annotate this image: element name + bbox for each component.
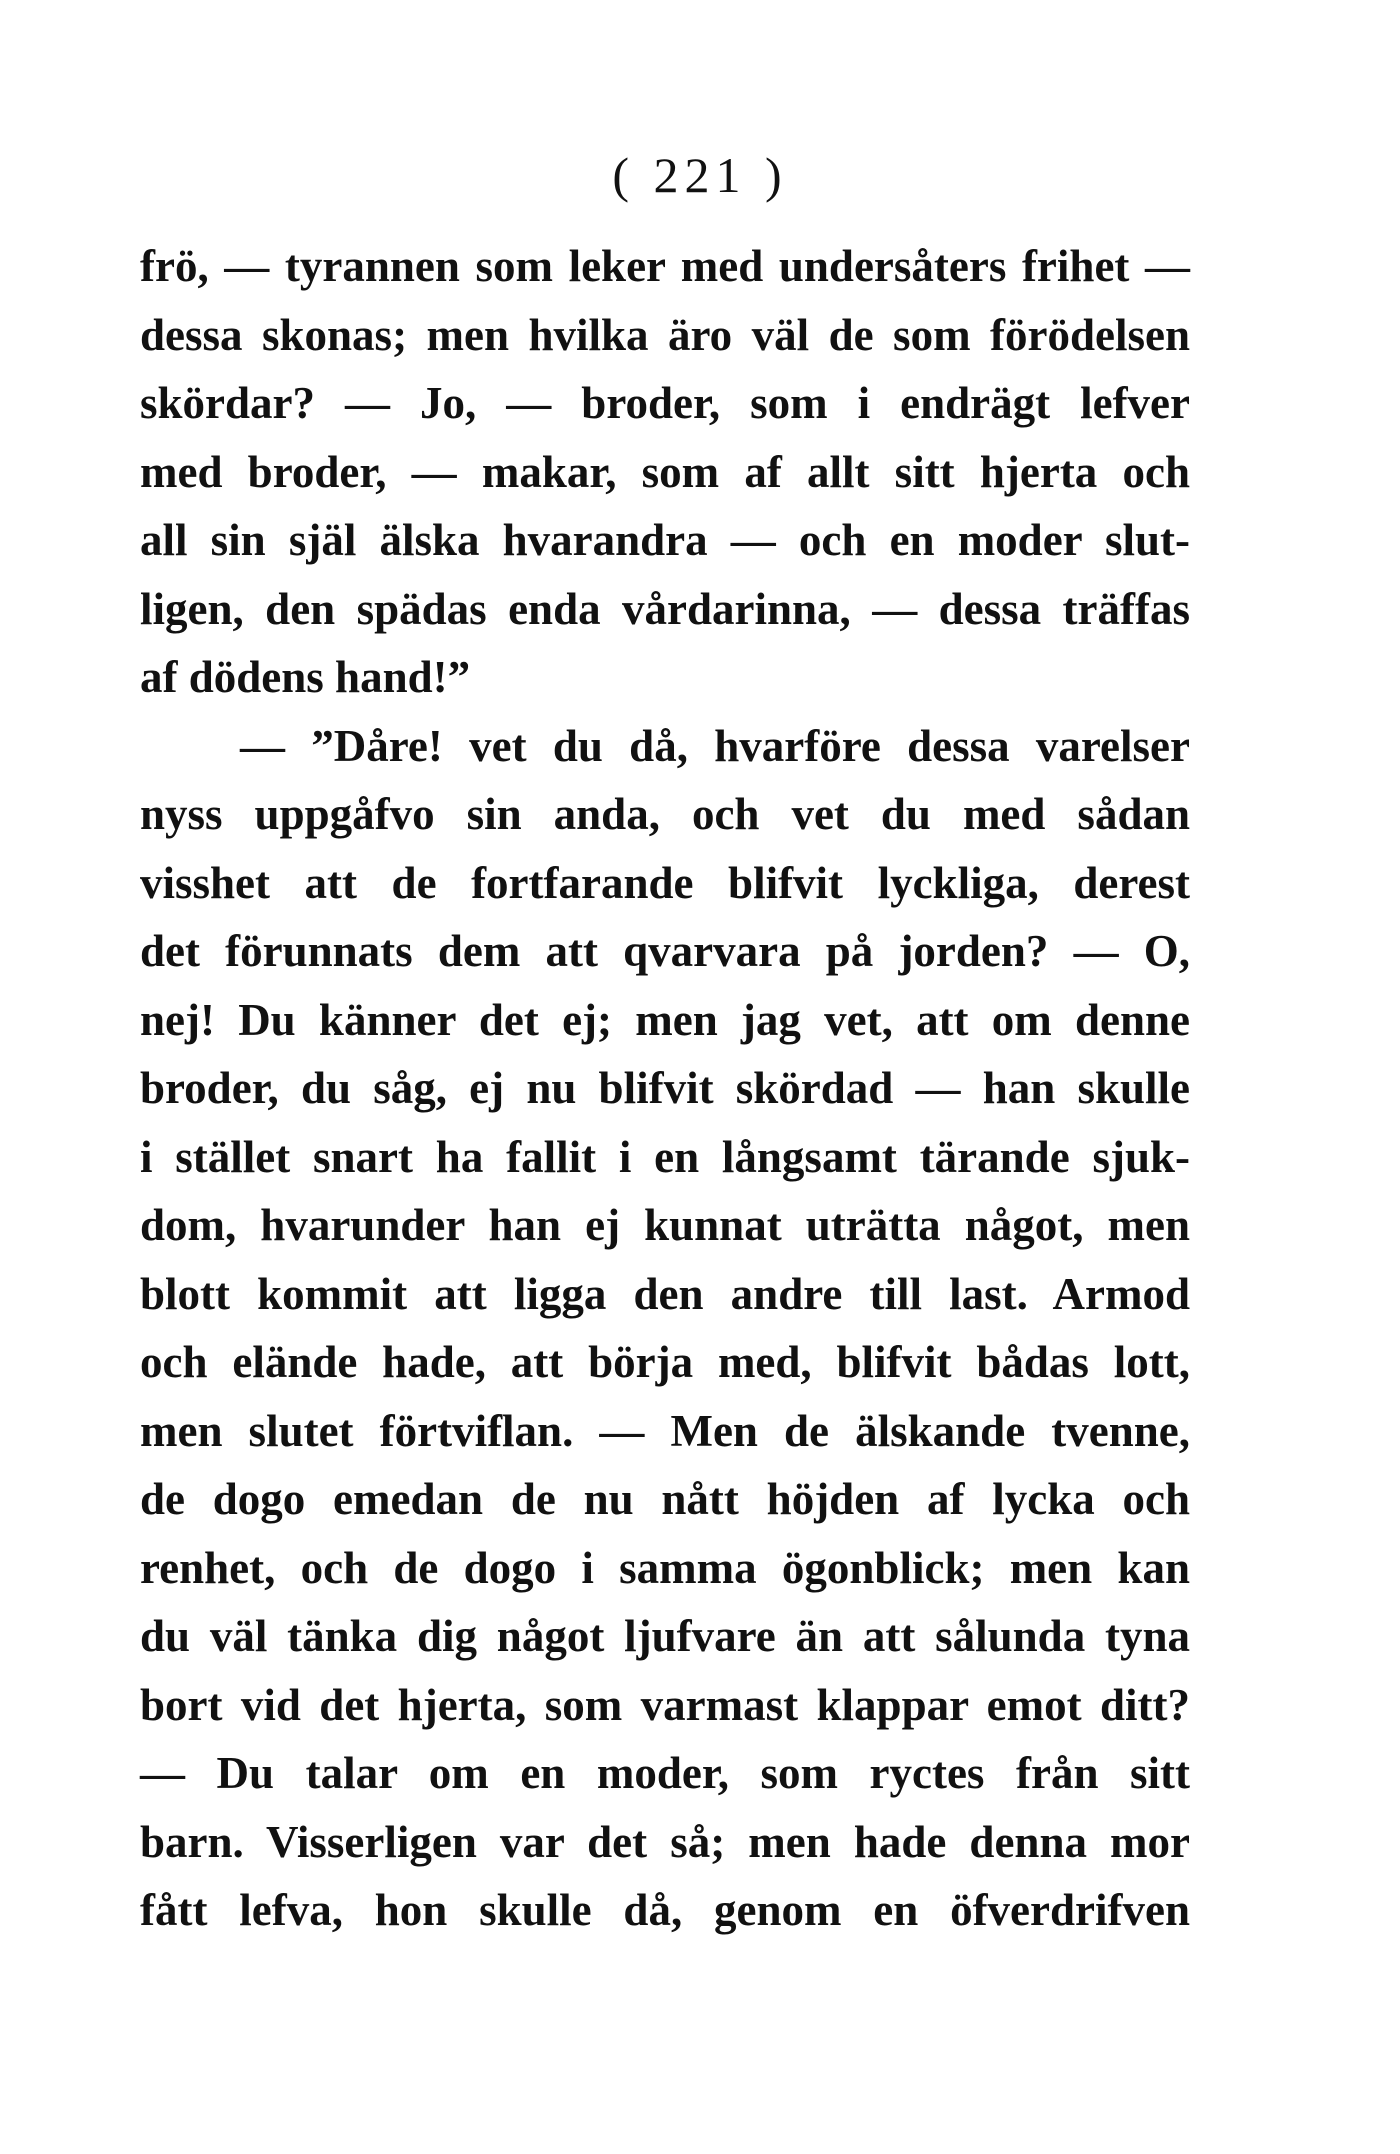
- text-line-18: men slutet förtviflan. — Men de älskande tvenne,: [140, 1405, 1190, 1456]
- text-line-23: — Du talar om en moder, som ryctes från sitt: [140, 1748, 1190, 1798]
- text-line-7: af dödens hand!”: [140, 652, 471, 702]
- text-line-19: de dogo emedan de nu nått höjden af lycka och: [140, 1474, 1190, 1524]
- text-line-11: det förunnats dem att qvarvara på jorden? — O,: [140, 926, 1190, 976]
- text-line-4: med broder, — makar, som af allt sitt hjerta och: [140, 446, 1190, 497]
- text-line-17: och elände hade, att börja med, blifvit bådas lott,: [140, 1337, 1190, 1387]
- text-line-24: barn. Visserligen var det så; men hade denna mor: [140, 1816, 1190, 1867]
- text-line-1: frö, — tyrannen som leker med undersåters frihet —: [140, 241, 1190, 291]
- text-line-13: broder, du såg, ej nu blifvit skördad — han skulle: [140, 1063, 1190, 1113]
- text-line-3: skördar? — Jo, — broder, som i endrägt lefver: [140, 378, 1190, 428]
- text-line-12: nej! Du känner det ej; men jag vet, att om denne: [140, 994, 1190, 1045]
- text-line-2: dessa skonas; men hvilka äro väl de som förödelsen: [140, 309, 1190, 360]
- text-line-14: i stället snart ha fallit i en långsamt tärande sjuk-: [140, 1131, 1190, 1182]
- text-line-22: bort vid det hjerta, som varmast klappar emot ditt?: [140, 1679, 1190, 1730]
- text-line-20: renhet, och de dogo i samma ögonblick; men kan: [140, 1542, 1190, 1593]
- text-line-25: fått lefva, hon skulle då, genom en öfverdrifven: [140, 1885, 1190, 1935]
- text-line-9: nyss uppgåfvo sin anda, och vet du med sådan: [140, 789, 1190, 839]
- text-line-5: all sin själ älska hvarandra — och en moder slut-: [140, 515, 1190, 565]
- text-line-21: du väl tänka dig något ljufvare än att sålunda tyna: [140, 1611, 1190, 1661]
- text-line-16: blott kommit att ligga den andre till last. Armod: [140, 1268, 1190, 1319]
- text-line-8: — ”Dåre! vet du då, hvarföre dessa varelser: [240, 720, 1190, 771]
- text-line-10: visshet att de fortfarande blifvit lyckliga, derest: [140, 857, 1190, 908]
- text-line-6: ligen, den spädas enda vårdarinna, — dessa träffas: [140, 583, 1190, 634]
- text-line-15: dom, hvarunder han ej kunnat uträtta något, men: [140, 1200, 1190, 1250]
- body-text: [140, 232, 1190, 1945]
- page-number: ( 221 ): [612, 147, 788, 203]
